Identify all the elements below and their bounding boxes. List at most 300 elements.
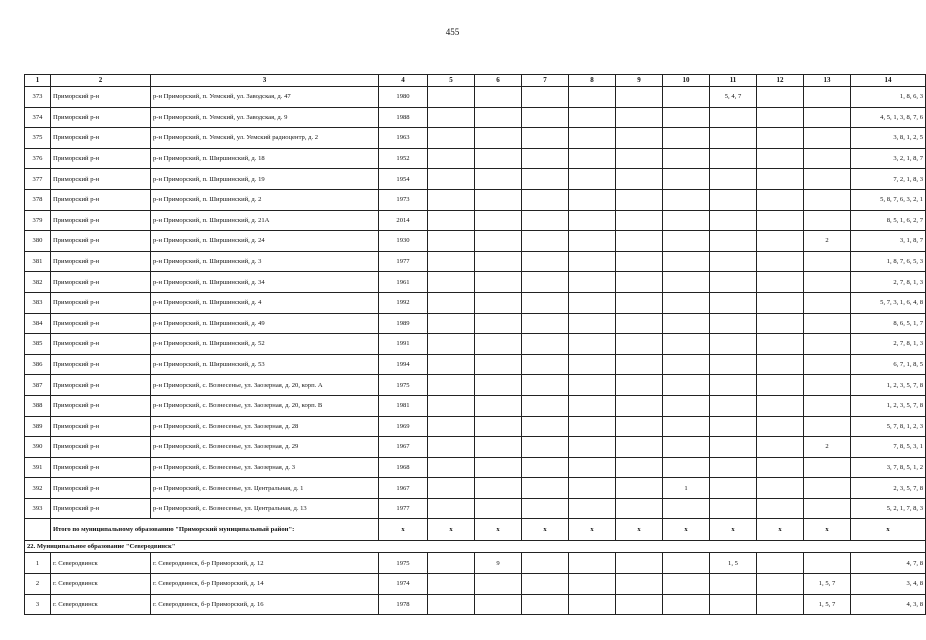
cell-c9 bbox=[616, 128, 663, 149]
cell-c7 bbox=[522, 334, 569, 355]
cell-c11 bbox=[710, 231, 757, 252]
cell-n: 376 bbox=[25, 148, 51, 169]
cell-c5 bbox=[428, 128, 475, 149]
cell-address: р-н Приморский, с. Вознесенье, ул. Заозерная, д. 28 bbox=[151, 416, 379, 437]
cell-c5 bbox=[428, 553, 475, 574]
cell-c12 bbox=[757, 334, 804, 355]
cell-c10 bbox=[663, 553, 710, 574]
cell-c6 bbox=[475, 292, 522, 313]
cell-c6 bbox=[475, 574, 522, 595]
cell-c5 bbox=[428, 169, 475, 190]
cell-c11: 1, 5 bbox=[710, 553, 757, 574]
cell-c12 bbox=[757, 107, 804, 128]
cell-address: р-н Приморский, п. Ширшинский, д. 34 bbox=[151, 272, 379, 293]
cell-c6 bbox=[475, 231, 522, 252]
cell-n: 390 bbox=[25, 437, 51, 458]
cell-n: 388 bbox=[25, 395, 51, 416]
cell-c6 bbox=[475, 594, 522, 615]
cell-district: Приморский р-н bbox=[51, 354, 151, 375]
cell-c8 bbox=[569, 251, 616, 272]
cell-c13 bbox=[804, 457, 851, 478]
cell-c13: 1, 5, 7 bbox=[804, 574, 851, 595]
cell-c7 bbox=[522, 128, 569, 149]
cell-address: р-н Приморский, п. Уемский, ул. Заводская, д. 9 bbox=[151, 107, 379, 128]
cell-c14: 2, 7, 8, 1, 3 bbox=[851, 334, 926, 355]
cell-district: Приморский р-н bbox=[51, 128, 151, 149]
cell-n: 393 bbox=[25, 498, 51, 519]
cell-c8 bbox=[569, 292, 616, 313]
cell-c10 bbox=[663, 87, 710, 108]
cell-c13 bbox=[804, 128, 851, 149]
cell-c13 bbox=[804, 189, 851, 210]
cell-n: 373 bbox=[25, 87, 51, 108]
cell-c9 bbox=[616, 272, 663, 293]
cell-c10 bbox=[663, 231, 710, 252]
total-blank bbox=[25, 519, 51, 541]
cell-c11: 5, 4, 7 bbox=[710, 87, 757, 108]
cell-c9 bbox=[616, 210, 663, 231]
cell-c5 bbox=[428, 457, 475, 478]
cell-c14: 1, 2, 3, 5, 7, 8 bbox=[851, 375, 926, 396]
cell-address: р-н Приморский, п. Уемский, ул. Заводская, д. 47 bbox=[151, 87, 379, 108]
cell-c6 bbox=[475, 210, 522, 231]
total-value: x bbox=[379, 519, 428, 541]
cell-c13 bbox=[804, 553, 851, 574]
cell-c9 bbox=[616, 251, 663, 272]
cell-c6 bbox=[475, 375, 522, 396]
cell-c9 bbox=[616, 107, 663, 128]
cell-n: 381 bbox=[25, 251, 51, 272]
table-row bbox=[25, 107, 926, 128]
cell-c12 bbox=[757, 574, 804, 595]
cell-year: 1981 bbox=[379, 395, 428, 416]
cell-year: 1930 bbox=[379, 231, 428, 252]
cell-c5 bbox=[428, 594, 475, 615]
total-row bbox=[25, 519, 926, 541]
cell-district: Приморский р-н bbox=[51, 210, 151, 231]
cell-c9 bbox=[616, 395, 663, 416]
cell-c14: 5, 7, 3, 1, 6, 4, 8 bbox=[851, 292, 926, 313]
cell-c6 bbox=[475, 148, 522, 169]
cell-c5 bbox=[428, 354, 475, 375]
cell-c13 bbox=[804, 416, 851, 437]
cell-c11 bbox=[710, 148, 757, 169]
cell-c11 bbox=[710, 478, 757, 499]
cell-c10 bbox=[663, 189, 710, 210]
cell-address: р-н Приморский, п. Ширшинский, д. 49 bbox=[151, 313, 379, 334]
table-row bbox=[25, 457, 926, 478]
cell-c8 bbox=[569, 148, 616, 169]
cell-c14: 5, 8, 7, 6, 3, 2, 1 bbox=[851, 189, 926, 210]
cell-c12 bbox=[757, 313, 804, 334]
cell-year: 1991 bbox=[379, 334, 428, 355]
cell-year: 1973 bbox=[379, 189, 428, 210]
cell-n: 1 bbox=[25, 553, 51, 574]
cell-c11 bbox=[710, 498, 757, 519]
cell-c14: 4, 7, 8 bbox=[851, 553, 926, 574]
cell-c14: 4, 3, 8 bbox=[851, 594, 926, 615]
cell-c12 bbox=[757, 478, 804, 499]
cell-c12 bbox=[757, 189, 804, 210]
cell-c10 bbox=[663, 292, 710, 313]
table-row bbox=[25, 313, 926, 334]
cell-year: 1975 bbox=[379, 375, 428, 396]
cell-c8 bbox=[569, 498, 616, 519]
cell-c7 bbox=[522, 457, 569, 478]
cell-c5 bbox=[428, 498, 475, 519]
cell-year: 1952 bbox=[379, 148, 428, 169]
cell-district: Приморский р-н bbox=[51, 292, 151, 313]
cell-c10 bbox=[663, 594, 710, 615]
cell-c8 bbox=[569, 416, 616, 437]
column-header: 14 bbox=[851, 75, 926, 87]
cell-c9 bbox=[616, 231, 663, 252]
cell-c12 bbox=[757, 498, 804, 519]
cell-c8 bbox=[569, 210, 616, 231]
total-value: x bbox=[475, 519, 522, 541]
cell-c13 bbox=[804, 395, 851, 416]
cell-c12 bbox=[757, 354, 804, 375]
cell-n: 380 bbox=[25, 231, 51, 252]
cell-c13: 2 bbox=[804, 231, 851, 252]
cell-c6 bbox=[475, 189, 522, 210]
cell-c11 bbox=[710, 574, 757, 595]
cell-year: 1977 bbox=[379, 498, 428, 519]
cell-c6 bbox=[475, 457, 522, 478]
cell-c10 bbox=[663, 334, 710, 355]
section-header: 22. Муниципальное образование "Северодвинск" bbox=[25, 541, 926, 553]
cell-c10 bbox=[663, 210, 710, 231]
cell-c9 bbox=[616, 189, 663, 210]
total-value: x bbox=[428, 519, 475, 541]
cell-c10 bbox=[663, 498, 710, 519]
cell-c8 bbox=[569, 574, 616, 595]
cell-c12 bbox=[757, 553, 804, 574]
cell-c13 bbox=[804, 107, 851, 128]
cell-address: г. Северодвинск, б-р Приморский, д. 14 bbox=[151, 574, 379, 595]
cell-c14: 1, 2, 3, 5, 7, 8 bbox=[851, 395, 926, 416]
table-row bbox=[25, 594, 926, 615]
header-row bbox=[25, 75, 926, 87]
cell-c5 bbox=[428, 334, 475, 355]
table-row bbox=[25, 292, 926, 313]
cell-c12 bbox=[757, 437, 804, 458]
cell-district: Приморский р-н bbox=[51, 437, 151, 458]
cell-c7 bbox=[522, 231, 569, 252]
cell-c7 bbox=[522, 416, 569, 437]
table-row bbox=[25, 231, 926, 252]
table-row bbox=[25, 574, 926, 595]
cell-c5 bbox=[428, 478, 475, 499]
cell-c7 bbox=[522, 354, 569, 375]
cell-c9 bbox=[616, 553, 663, 574]
cell-district: Приморский р-н bbox=[51, 457, 151, 478]
cell-c6 bbox=[475, 437, 522, 458]
cell-c12 bbox=[757, 169, 804, 190]
cell-c12 bbox=[757, 457, 804, 478]
cell-c8 bbox=[569, 354, 616, 375]
cell-c14: 1, 8, 6, 3 bbox=[851, 87, 926, 108]
cell-c9 bbox=[616, 478, 663, 499]
cell-c6 bbox=[475, 107, 522, 128]
cell-c7 bbox=[522, 251, 569, 272]
cell-c7 bbox=[522, 574, 569, 595]
cell-c9 bbox=[616, 148, 663, 169]
cell-district: Приморский р-н bbox=[51, 272, 151, 293]
cell-c8 bbox=[569, 87, 616, 108]
cell-c7 bbox=[522, 189, 569, 210]
cell-c12 bbox=[757, 395, 804, 416]
cell-c12 bbox=[757, 251, 804, 272]
total-value: x bbox=[757, 519, 804, 541]
cell-c10 bbox=[663, 251, 710, 272]
table-row bbox=[25, 395, 926, 416]
table-row bbox=[25, 416, 926, 437]
cell-c7 bbox=[522, 210, 569, 231]
cell-c9 bbox=[616, 334, 663, 355]
cell-c5 bbox=[428, 375, 475, 396]
column-header: 7 bbox=[522, 75, 569, 87]
cell-c14: 2, 3, 5, 7, 8 bbox=[851, 478, 926, 499]
cell-c12 bbox=[757, 375, 804, 396]
cell-c5 bbox=[428, 292, 475, 313]
cell-district: г. Северодвинск bbox=[51, 553, 151, 574]
cell-n: 374 bbox=[25, 107, 51, 128]
table-row bbox=[25, 169, 926, 190]
cell-c7 bbox=[522, 87, 569, 108]
cell-c9 bbox=[616, 437, 663, 458]
cell-c11 bbox=[710, 169, 757, 190]
cell-c13 bbox=[804, 334, 851, 355]
cell-c14: 3, 8, 1, 2, 5 bbox=[851, 128, 926, 149]
cell-district: Приморский р-н bbox=[51, 416, 151, 437]
cell-c11 bbox=[710, 395, 757, 416]
cell-year: 1994 bbox=[379, 354, 428, 375]
cell-c10 bbox=[663, 128, 710, 149]
cell-c14: 8, 6, 5, 1, 7 bbox=[851, 313, 926, 334]
cell-c5 bbox=[428, 313, 475, 334]
cell-c8 bbox=[569, 169, 616, 190]
cell-c8 bbox=[569, 334, 616, 355]
cell-address: р-н Приморский, п. Ширшинский, д. 21А bbox=[151, 210, 379, 231]
cell-c10 bbox=[663, 395, 710, 416]
table-row bbox=[25, 437, 926, 458]
cell-year: 2014 bbox=[379, 210, 428, 231]
cell-c9 bbox=[616, 594, 663, 615]
cell-c7 bbox=[522, 107, 569, 128]
cell-address: р-н Приморский, п. Ширшинский, д. 19 bbox=[151, 169, 379, 190]
cell-address: р-н Приморский, п. Ширшинский, д. 2 bbox=[151, 189, 379, 210]
cell-year: 1978 bbox=[379, 594, 428, 615]
cell-c10 bbox=[663, 457, 710, 478]
total-value: x bbox=[522, 519, 569, 541]
table-row bbox=[25, 553, 926, 574]
table-row bbox=[25, 354, 926, 375]
table-row bbox=[25, 210, 926, 231]
cell-c8 bbox=[569, 313, 616, 334]
cell-n: 2 bbox=[25, 574, 51, 595]
cell-year: 1963 bbox=[379, 128, 428, 149]
cell-n: 392 bbox=[25, 478, 51, 499]
cell-district: Приморский р-н bbox=[51, 498, 151, 519]
column-header: 3 bbox=[151, 75, 379, 87]
cell-district: Приморский р-н bbox=[51, 478, 151, 499]
cell-c14: 5, 2, 1, 7, 8, 3 bbox=[851, 498, 926, 519]
cell-c9 bbox=[616, 457, 663, 478]
cell-c13 bbox=[804, 251, 851, 272]
cell-district: Приморский р-н bbox=[51, 231, 151, 252]
cell-c7 bbox=[522, 169, 569, 190]
cell-address: р-н Приморский, с. Вознесенье, ул. Заозерная, д. 20, корп. В bbox=[151, 395, 379, 416]
cell-district: Приморский р-н bbox=[51, 169, 151, 190]
cell-c13 bbox=[804, 375, 851, 396]
cell-c11 bbox=[710, 292, 757, 313]
cell-year: 1961 bbox=[379, 272, 428, 293]
cell-c6 bbox=[475, 87, 522, 108]
cell-address: г. Северодвинск, б-р Приморский, д. 12 bbox=[151, 553, 379, 574]
cell-c13 bbox=[804, 148, 851, 169]
cell-c14: 3, 1, 8, 7 bbox=[851, 231, 926, 252]
cell-district: Приморский р-н bbox=[51, 375, 151, 396]
cell-c7 bbox=[522, 375, 569, 396]
cell-c9 bbox=[616, 87, 663, 108]
table-row bbox=[25, 375, 926, 396]
cell-c6 bbox=[475, 128, 522, 149]
cell-address: р-н Приморский, п. Ширшинский, д. 53 bbox=[151, 354, 379, 375]
cell-n: 384 bbox=[25, 313, 51, 334]
cell-address: р-н Приморский, п. Ширшинский, д. 4 bbox=[151, 292, 379, 313]
cell-c8 bbox=[569, 375, 616, 396]
cell-c5 bbox=[428, 272, 475, 293]
cell-address: р-н Приморский, п. Ширшинский, д. 18 bbox=[151, 148, 379, 169]
cell-c7 bbox=[522, 395, 569, 416]
cell-c10 bbox=[663, 272, 710, 293]
cell-c8 bbox=[569, 457, 616, 478]
cell-c13 bbox=[804, 87, 851, 108]
cell-district: Приморский р-н bbox=[51, 334, 151, 355]
total-value: x bbox=[710, 519, 757, 541]
cell-address: г. Северодвинск, б-р Приморский, д. 16 bbox=[151, 594, 379, 615]
cell-c11 bbox=[710, 354, 757, 375]
cell-c7 bbox=[522, 313, 569, 334]
cell-c11 bbox=[710, 210, 757, 231]
cell-address: р-н Приморский, с. Вознесенье, ул. Центральная, д. 1 bbox=[151, 478, 379, 499]
page-number: 455 bbox=[445, 27, 460, 37]
cell-c13: 1, 5, 7 bbox=[804, 594, 851, 615]
cell-n: 385 bbox=[25, 334, 51, 355]
cell-address: р-н Приморский, п. Ширшинский, д. 52 bbox=[151, 334, 379, 355]
cell-c12 bbox=[757, 148, 804, 169]
cell-c8 bbox=[569, 478, 616, 499]
cell-address: р-н Приморский, п. Ширшинский, д. 24 bbox=[151, 231, 379, 252]
cell-c10 bbox=[663, 375, 710, 396]
table-row bbox=[25, 189, 926, 210]
cell-n: 386 bbox=[25, 354, 51, 375]
cell-c8 bbox=[569, 128, 616, 149]
column-header: 1 bbox=[25, 75, 51, 87]
cell-c8 bbox=[569, 231, 616, 252]
cell-district: Приморский р-н bbox=[51, 87, 151, 108]
cell-c12 bbox=[757, 128, 804, 149]
cell-c7 bbox=[522, 292, 569, 313]
table-row bbox=[25, 87, 926, 108]
cell-c14: 7, 8, 5, 3, 1 bbox=[851, 437, 926, 458]
cell-c14: 1, 8, 7, 6, 5, 3 bbox=[851, 251, 926, 272]
cell-c11 bbox=[710, 251, 757, 272]
cell-c7 bbox=[522, 553, 569, 574]
cell-c11 bbox=[710, 457, 757, 478]
cell-c11 bbox=[710, 189, 757, 210]
cell-c14: 6, 7, 1, 8, 5 bbox=[851, 354, 926, 375]
cell-c5 bbox=[428, 251, 475, 272]
cell-district: Приморский р-н bbox=[51, 189, 151, 210]
cell-c9 bbox=[616, 574, 663, 595]
cell-c14: 8, 5, 1, 6, 2, 7 bbox=[851, 210, 926, 231]
cell-c6 bbox=[475, 416, 522, 437]
cell-c6 bbox=[475, 498, 522, 519]
cell-n: 382 bbox=[25, 272, 51, 293]
cell-c14: 5, 7, 8, 1, 2, 3 bbox=[851, 416, 926, 437]
cell-c12 bbox=[757, 292, 804, 313]
cell-c14: 3, 4, 8 bbox=[851, 574, 926, 595]
cell-c5 bbox=[428, 437, 475, 458]
cell-c7 bbox=[522, 478, 569, 499]
cell-n: 378 bbox=[25, 189, 51, 210]
cell-address: р-н Приморский, с. Вознесенье, ул. Заозерная, д. 29 bbox=[151, 437, 379, 458]
column-header: 10 bbox=[663, 75, 710, 87]
cell-c6 bbox=[475, 395, 522, 416]
cell-c11 bbox=[710, 128, 757, 149]
cell-c11 bbox=[710, 313, 757, 334]
cell-c5 bbox=[428, 231, 475, 252]
cell-n: 383 bbox=[25, 292, 51, 313]
cell-c5 bbox=[428, 87, 475, 108]
cell-c5 bbox=[428, 107, 475, 128]
cell-address: р-н Приморский, с. Вознесенье, ул. Заозерная, д. 3 bbox=[151, 457, 379, 478]
cell-c10 bbox=[663, 416, 710, 437]
column-header: 5 bbox=[428, 75, 475, 87]
cell-c9 bbox=[616, 292, 663, 313]
cell-year: 1967 bbox=[379, 437, 428, 458]
column-header: 6 bbox=[475, 75, 522, 87]
cell-c5 bbox=[428, 574, 475, 595]
cell-c5 bbox=[428, 416, 475, 437]
cell-c13 bbox=[804, 169, 851, 190]
cell-c6: 9 bbox=[475, 553, 522, 574]
data-table bbox=[24, 74, 926, 615]
table-row bbox=[25, 251, 926, 272]
cell-address: р-н Приморский, п. Ширшинский, д. 3 bbox=[151, 251, 379, 272]
cell-address: р-н Приморский, с. Вознесенье, ул. Заозерная, д. 20, корп. А bbox=[151, 375, 379, 396]
cell-year: 1954 bbox=[379, 169, 428, 190]
cell-c5 bbox=[428, 148, 475, 169]
cell-c12 bbox=[757, 87, 804, 108]
column-header: 13 bbox=[804, 75, 851, 87]
cell-c13: 2 bbox=[804, 437, 851, 458]
cell-address: р-н Приморский, с. Вознесенье, ул. Центральная, д. 13 bbox=[151, 498, 379, 519]
total-value: x bbox=[663, 519, 710, 541]
total-label: Итого по муниципальному образованию "Приморский муниципальный район": bbox=[51, 519, 379, 541]
cell-year: 1967 bbox=[379, 478, 428, 499]
section-header-row bbox=[25, 541, 926, 553]
cell-c12 bbox=[757, 210, 804, 231]
cell-c6 bbox=[475, 169, 522, 190]
cell-c9 bbox=[616, 498, 663, 519]
cell-c5 bbox=[428, 395, 475, 416]
cell-c10 bbox=[663, 354, 710, 375]
column-header: 11 bbox=[710, 75, 757, 87]
cell-c14: 4, 5, 1, 3, 8, 7, 6 bbox=[851, 107, 926, 128]
